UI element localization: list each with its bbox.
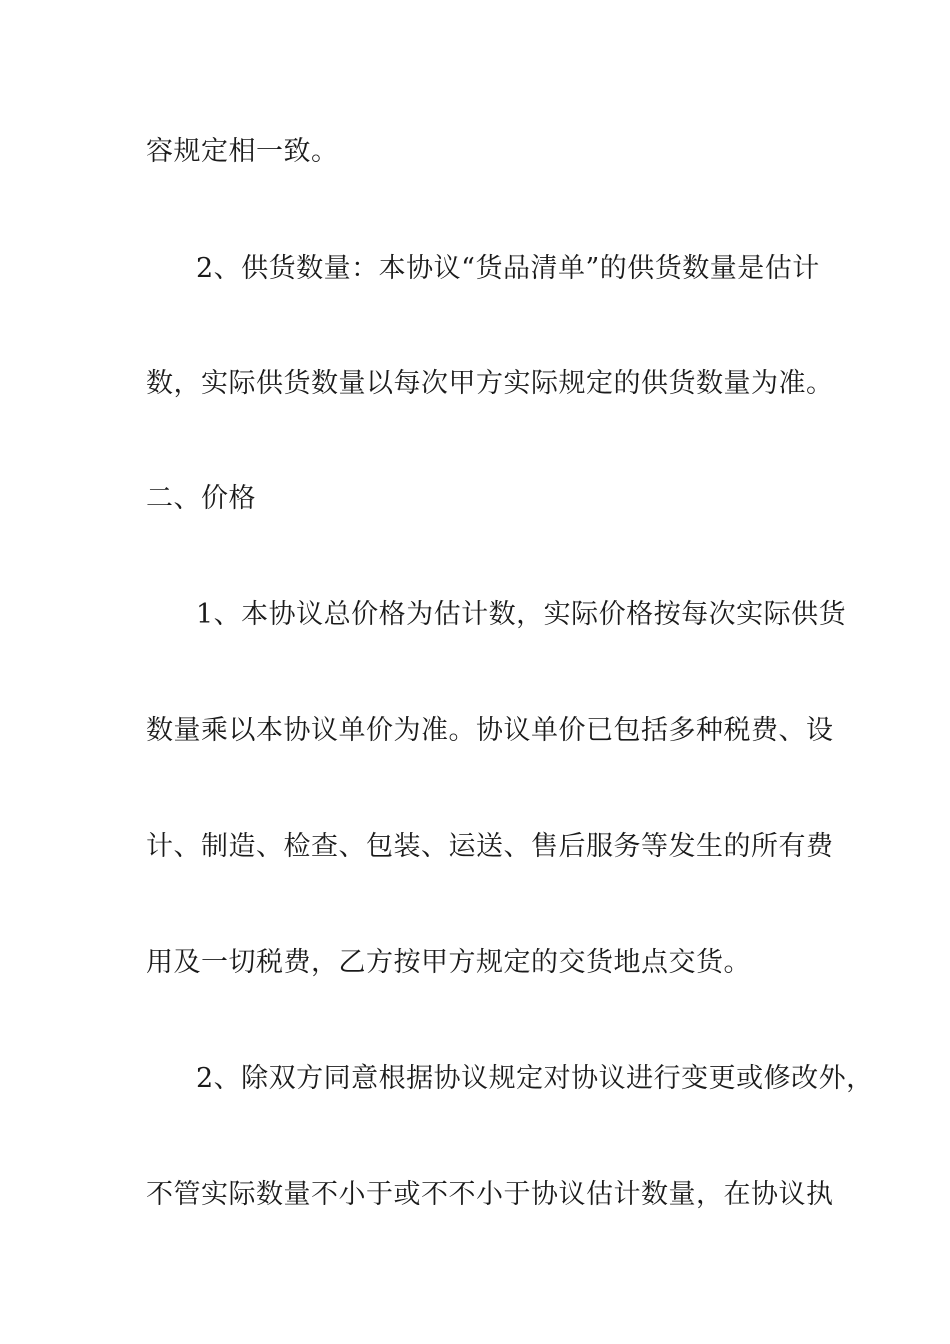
clause-price-change-line: 2、除双方同意根据协议规定对协议进行变更或修改外， xyxy=(196,1063,874,1094)
clause-total-price-line: 计、制造、检查、包装、运送、售后服务等发生的所有费 xyxy=(146,831,834,862)
paragraph-continuation-line: 容规定相一致。 xyxy=(146,136,339,167)
clause-total-price-line: 用及一切税费，乙方按甲方规定的交货地点交货。 xyxy=(146,947,751,978)
clause-total-price-line: 1、本协议总价格为估计数，实际价格按每次实际供货 xyxy=(196,599,847,630)
section-heading-price: 二、价格 xyxy=(146,483,256,514)
clause-total-price-line: 数量乘以本协议单价为准。协议单价已包括多种税费、设 xyxy=(146,715,834,746)
clause-supply-quantity-line: 2、供货数量：本协议“货品清单”的供货数量是估计 xyxy=(196,253,820,284)
clause-price-change-line: 不管实际数量不小于或不不小于协议估计数量，在协议执 xyxy=(146,1179,834,1210)
clause-supply-quantity-line: 数，实际供货数量以每次甲方实际规定的供货数量为准。 xyxy=(146,368,834,399)
